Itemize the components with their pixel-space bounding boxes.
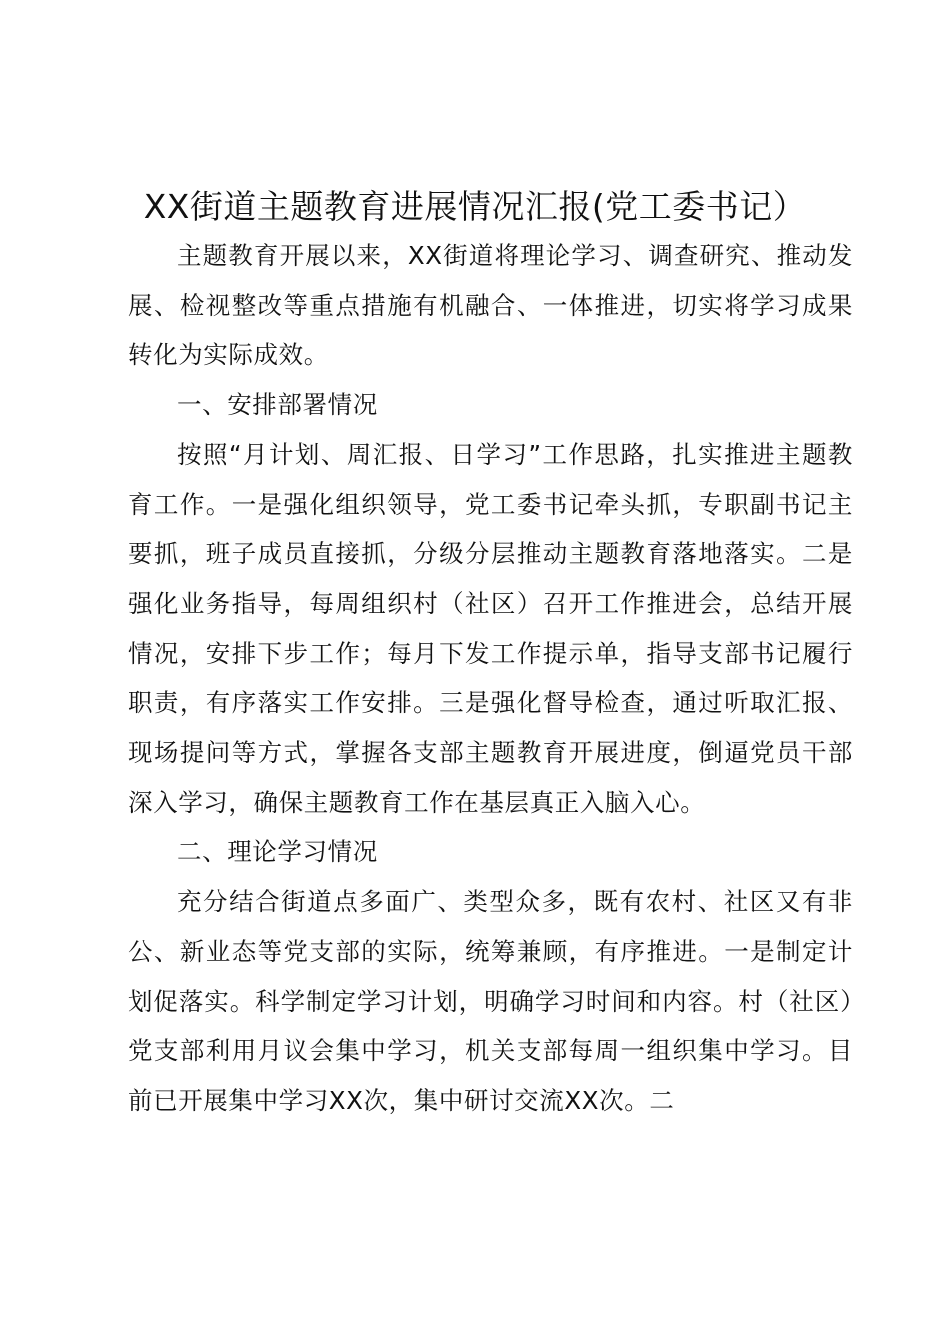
section-2-paragraph: 充分结合街道点多面广、类型众多，既有农村、社区又有非公、新业态等党支部的实际，统筹兼顾，有序推进。一是制定计划促落实。科学制定学习计划，明确学习时间和内容。村（社区）党支部利用月议会集中学习，机关支部每周一组织集中学习。目前已开展集中学习XX次，集中研讨交流XX次。二 (128, 887, 853, 1115)
document-title: XX街道主题教育进展情况汇报(党工委书记） (143, 187, 807, 226)
intro-paragraph: 主题教育开展以来，XX街道将理论学习、调查研究、推动发展、检视整改等重点措施有机融合、一体推进，切实将学习成果转化为实际成效。 (128, 241, 853, 370)
section-heading-2: 二、理论学习情况 (177, 837, 378, 867)
document-body (128, 231, 853, 1126)
section-1-paragraph: 按照“月计划、周汇报、日学习”工作思路，扎实推进主题教育工作。一是强化组织领导，党工委书记牵头抓，专职副书记主要抓，班子成员直接抓，分级分层推动主题教育落地落实。二是强化业务指导，每周组织村（社区）召开工作推进会，总结开展情况，安排下步工作；每月下发工作提示单，指导支部书记履行职责，有序落实工作安排。三是强化督导检查，通过听取汇报、现场提问等方式，掌握各支部主题教育开展进度，倒逼党员干部深入学习，确保主题教育工作在基层真正入脑入心。 (128, 439, 853, 817)
section-heading-1: 一、安排部署情况 (177, 390, 378, 420)
